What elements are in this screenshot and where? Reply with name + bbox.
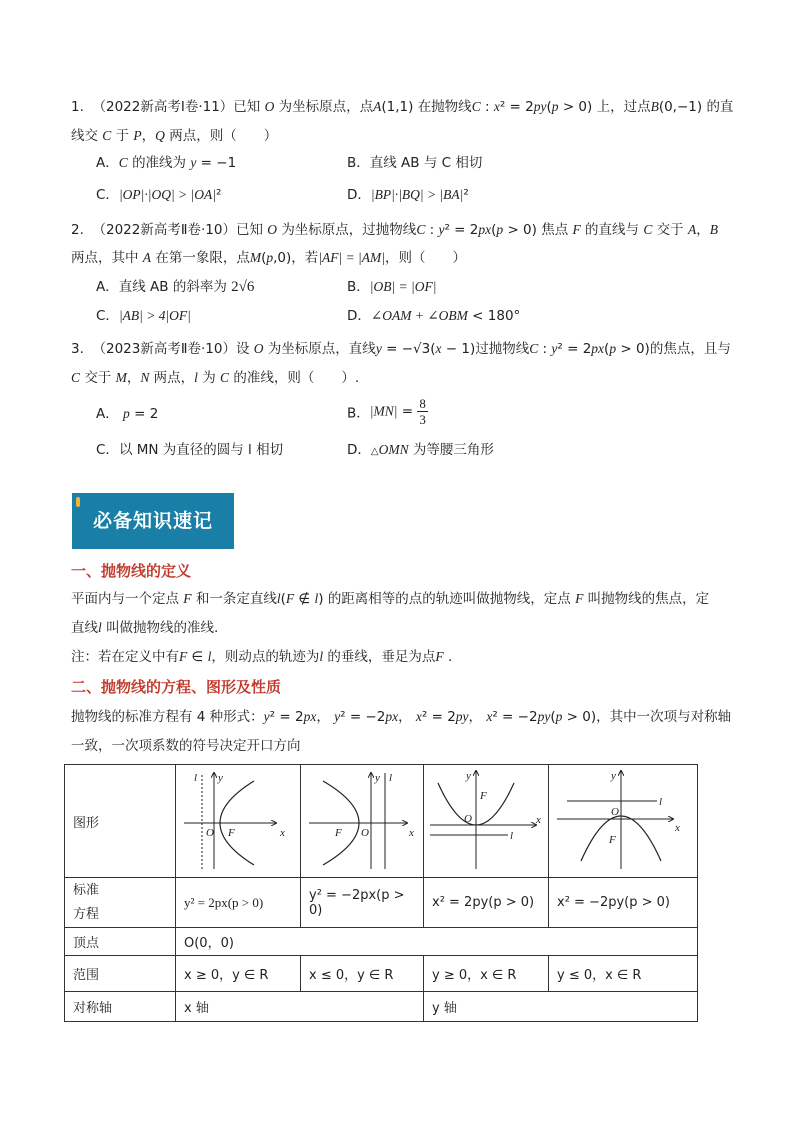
svg-text:F: F <box>335 827 342 839</box>
question-3-line-1: 3. （2023新高考Ⅱ卷·10）设 O 为坐标原点，直线y = −√3(x − 1)过抛物线C : y² = 2px(p > 0)的焦点，且与 <box>71 341 731 357</box>
section-1-para-line-2: 直线l 叫做抛物线的准线. <box>71 620 219 636</box>
range-right: x ≥ 0，y ∈ R <box>176 956 301 992</box>
svg-text:x: x <box>675 822 680 834</box>
question-3-line-2: C 交于 M，N 两点，l 为 C 的准线，则（ ）. <box>71 370 360 386</box>
question-3-option-a: A． p = 2 <box>96 406 159 422</box>
svg-text:y: y <box>611 770 616 782</box>
table-row-range <box>65 956 698 992</box>
svg-text:l: l <box>194 772 198 784</box>
svg-text:F: F <box>228 827 235 839</box>
svg-text:l: l <box>389 772 393 784</box>
svg-text:y: y <box>218 772 223 784</box>
section-2-para-line-1: 抛物线的标准方程有 4 种形式：y² = 2px， y² = −2px， x² = 2py， x² = −2py(p > 0)，其中一次项与对称轴 <box>71 709 732 725</box>
svg-text:F: F <box>480 790 487 802</box>
svg-text:y: y <box>375 772 380 784</box>
section-2-heading: 二、抛物线的方程、图形及性质 <box>71 678 282 696</box>
svg-text:x: x <box>536 814 541 826</box>
question-2-line-2: 两点，其中 A 在第一象限，点M(p,0)，若|AF| = |AM|，则（ ） <box>71 250 466 266</box>
question-1-line-2: 线交 C 于 P，Q 两点，则（ ） <box>71 128 278 144</box>
question-1-option-c: C．|OP|·|OQ| > |OA|² <box>96 187 222 203</box>
equation-down: x² = −2py(p > 0) <box>549 878 698 928</box>
equation-right: y² = 2px(p > 0) <box>176 878 301 928</box>
question-2-option-a: A．直线 AB 的斜率为 2√6 <box>96 279 255 295</box>
range-down: y ≤ 0，x ∈ R <box>549 956 698 992</box>
graph-downward-opening <box>549 765 698 878</box>
question-1-option-d: D．|BP|·|BQ| > |BA|² <box>347 187 469 203</box>
row-label-axis: 对称轴 <box>65 992 176 1022</box>
table-row-axis <box>65 992 698 1022</box>
row-label-range: 范围 <box>65 956 176 992</box>
row-label-vertex: 顶点 <box>65 928 176 956</box>
parabola-properties-table <box>64 764 698 1022</box>
question-2-option-c: C．|AB| > 4|OF| <box>96 308 191 324</box>
svg-text:x: x <box>409 827 414 839</box>
row-label-equation: 标准 方程 <box>65 878 176 928</box>
equation-up: x² = 2py(p > 0) <box>424 878 549 928</box>
section-1-para-line-1: 平面内与一个定点 F 和一条定直线l(F ∉ l) 的距离相等的点的轨迹叫做抛物线，定点 F 叫抛物线的焦点，定 <box>71 591 710 607</box>
table-row-vertex <box>65 928 698 956</box>
graph-left-opening <box>301 765 424 878</box>
question-1-option-b: B．直线 AB 与 C 相切 <box>347 155 483 171</box>
svg-text:O: O <box>361 827 369 839</box>
svg-text:F: F <box>609 834 616 846</box>
question-3-option-c: C．以 MN 为直径的圆与 l 相切 <box>96 442 284 458</box>
question-2-option-d: D．∠OAM + ∠OBM < 180° <box>347 308 521 324</box>
banner-title: 必备知识速记 <box>92 510 213 532</box>
svg-text:O: O <box>464 813 472 825</box>
question-2-line-1: 2. （2022新高考Ⅱ卷·10）已知 O 为坐标原点，过抛物线C : y² = 2px(p > 0) 焦点 F 的直线与 C 交于 A，B <box>71 222 718 238</box>
vertex-value: O(0，0) <box>176 928 698 956</box>
section-1-heading: 一、抛物线的定义 <box>71 562 192 580</box>
table-row-equation <box>65 878 698 928</box>
graph-right-opening <box>176 765 301 878</box>
question-1-option-a: A．C 的准线为 y = −1 <box>96 155 237 171</box>
svg-text:y: y <box>466 770 471 782</box>
axis-y: y 轴 <box>424 992 698 1022</box>
svg-text:x: x <box>280 827 285 839</box>
range-up: y ≥ 0，x ∈ R <box>424 956 549 992</box>
knowledge-banner <box>72 493 234 549</box>
equation-left: y² = −2px(p > 0) <box>301 878 424 928</box>
question-3-option-d: D．△OMN 为等腰三角形 <box>347 442 494 458</box>
question-3-option-b: B．|MN| = $\frac{8}{3}$ <box>347 396 426 427</box>
section-2-para-line-2: 一致，一次项系数的符号决定开口方向 <box>71 738 301 754</box>
svg-text:O: O <box>611 806 619 818</box>
svg-text:l: l <box>659 796 663 808</box>
section-1-note: 注：若在定义中有F ∈ l，则动点的轨迹为l 的垂线，垂足为点F . <box>71 649 453 665</box>
svg-text:O: O <box>206 827 214 839</box>
question-1-line-1: 1. （2022新高考Ⅰ卷·11）已知 O 为坐标原点，点A(1,1) 在抛物线C : x² = 2py(p > 0) 上，过点B(0,−1) 的直 <box>71 99 734 115</box>
svg-text:l: l <box>510 830 514 842</box>
range-left: x ≤ 0，y ∈ R <box>301 956 424 992</box>
graph-upward-opening <box>424 765 549 878</box>
table-row-graph <box>65 765 698 878</box>
question-2-option-b: B．|OB| = |OF| <box>347 279 437 295</box>
axis-x: x 轴 <box>176 992 424 1022</box>
row-label-graph: 图形 <box>65 765 176 878</box>
